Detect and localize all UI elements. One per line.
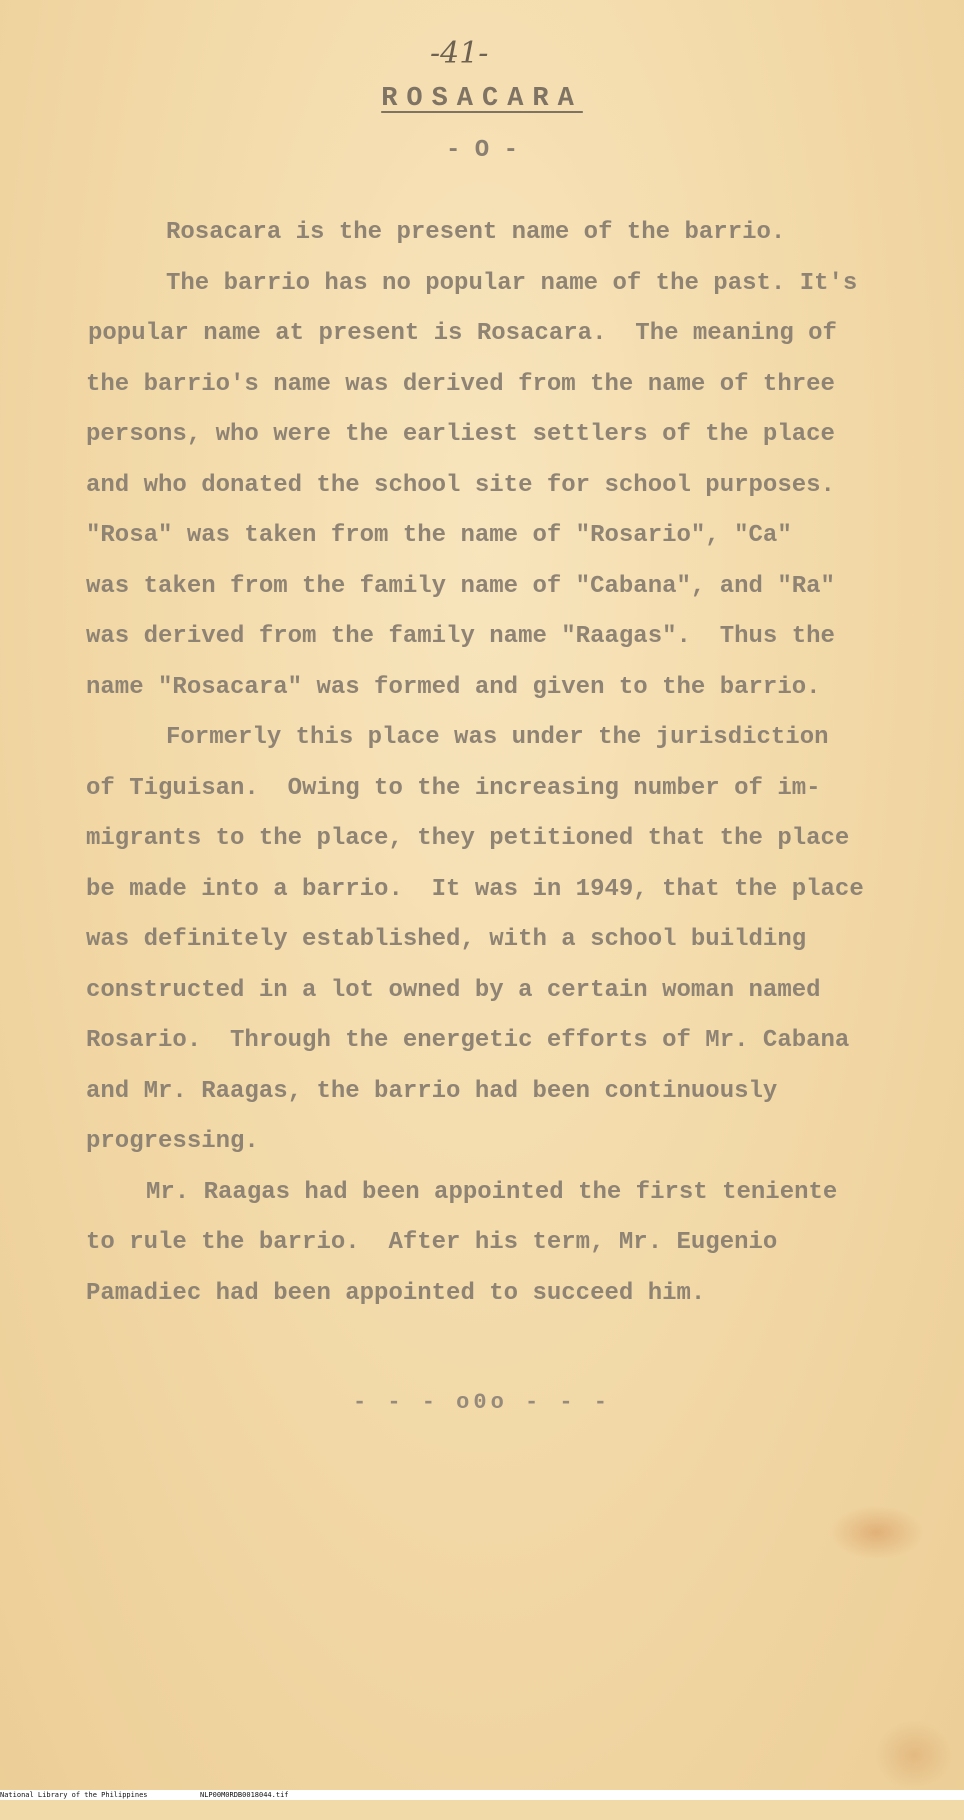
text-line: Pamadiec had been appointed to succeed him. [86,1279,706,1307]
text-line: migrants to the place, they petitioned that the place [86,825,850,852]
paper-stain [874,1720,954,1790]
text-line: The barrio has no popular name of the past. It's [166,269,858,297]
page-number: -41- [430,36,489,71]
document-body [86,208,906,1319]
end-mark: - - - o0o - - - [352,1390,612,1415]
text-line: and Mr. Raagas, the barrio had been continuously [86,1077,778,1105]
text-line: Formerly this place was under the jurisdiction [166,724,829,751]
text-line: was derived from the family name "Raagas". Thus the [86,623,835,650]
text-line: the barrio's name was derived from the name of three [86,370,835,398]
text-line: and who donated the school site for school purposes. [86,471,835,499]
scan-footer [0,1790,964,1800]
text-line: name "Rosacara" was formed and given to the barrio. [86,673,821,701]
library-credit: National Library of the Philippines [0,1791,148,1799]
text-line: of Tiguisan. Owing to the increasing number of im- [86,774,821,802]
text-line: "Rosa" was taken from the name of "Rosario", "Ca" [86,522,792,549]
text-line: be made into a barrio. It was in 1949, that the place [86,875,864,903]
title-separator: - O - [445,137,518,164]
file-name: NLP00M0RDB0018044.tif [200,1791,289,1799]
text-line: persons, who were the earliest settlers of the place [86,421,835,448]
text-line: was definitely established, with a school building [86,926,807,953]
text-line: to rule the barrio. After his term, Mr. Eugenio [86,1229,778,1256]
text-line: Rosacara is the present name of the barrio. [166,219,786,246]
text-line: progressing. [86,1128,259,1155]
text-line: constructed in a lot owned by a certain woman named [86,976,821,1004]
text-line: popular name at present is Rosacara. The meaning of [88,320,837,347]
text-line: Rosario. Through the energetic efforts of Mr. Cabana [86,1027,850,1054]
paper-stain [829,1505,924,1560]
text-line: Mr. Raagas had been appointed the first teniente [146,1178,838,1206]
text-line: was taken from the family name of "Cabana", and "Ra" [86,572,835,600]
document-title: ROSACARA [381,84,583,114]
